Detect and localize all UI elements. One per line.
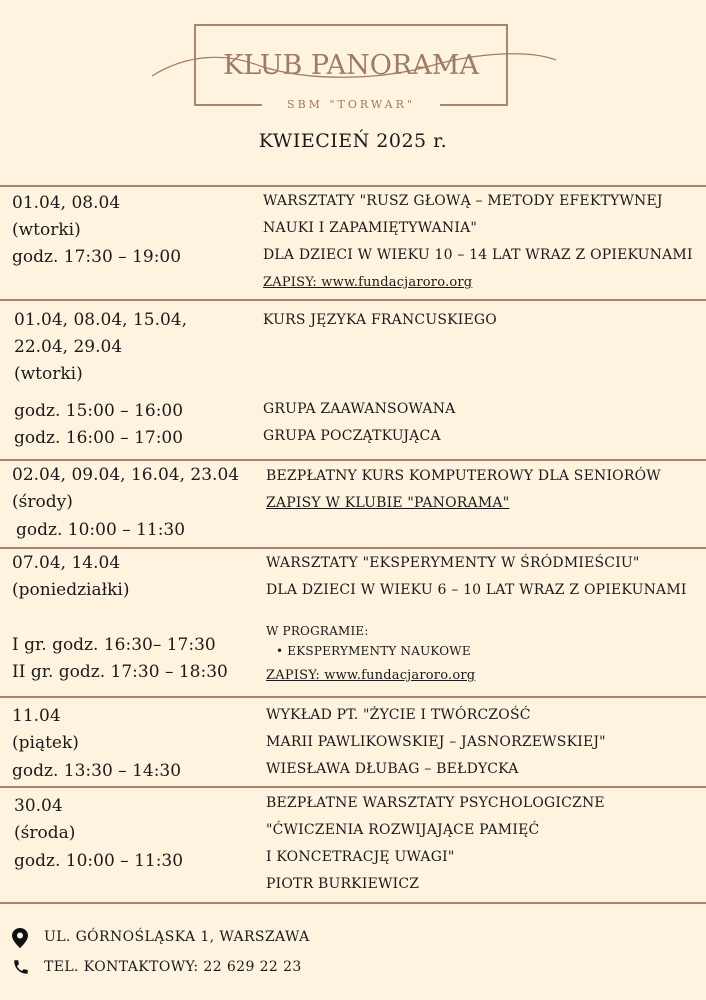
event-title: WARSZTATY "EKSPERYMENTY W ŚRÓDMIEŚCIU" [266, 555, 640, 571]
phone-icon [12, 958, 30, 976]
event-time: godz. 15:00 – 16:00 [14, 401, 184, 421]
divider [0, 547, 706, 549]
event-day: (środa) [14, 823, 76, 843]
logo-subtitle: SBM "TORWAR" [262, 98, 440, 111]
event-audience: DLA DZIECI W WIEKU 10 – 14 LAT WRAZ Z OPIEKUNAMI [263, 247, 693, 263]
program-item-text: EKSPERYMENTY NAUKOWE [287, 644, 471, 658]
address-line [0, 928, 706, 950]
event-title: I KONCETRACJĘ UWAGI" [266, 849, 455, 865]
signup-note [266, 490, 509, 517]
divider [0, 185, 706, 187]
signup-link[interactable] [266, 662, 475, 689]
map-pin-icon [12, 928, 28, 948]
event-time: godz. 10:00 – 11:30 [16, 520, 186, 540]
event-day: (środy) [12, 492, 73, 512]
event-title: WARSZTATY "RUSZ GŁOWĄ – METODY EFEKTYWNEJ [263, 193, 663, 209]
event-time: godz. 13:30 – 14:30 [12, 761, 182, 781]
page-title: KWIECIEŃ 2025 r. [258, 130, 448, 152]
event-time: godz. 10:00 – 11:30 [14, 851, 184, 871]
event-day: (piątek) [12, 733, 79, 753]
signup-link-text[interactable]: ZAPISY: www.fundacjaroro.org [266, 668, 476, 683]
event-date: 30.04 [14, 796, 63, 816]
event-time: II gr. godz. 17:30 – 18:30 [12, 662, 228, 682]
event-title: BEZPŁATNE WARSZTATY PSYCHOLOGICZNE [266, 795, 605, 811]
address-text: UL. GÓRNOŚLĄSKA 1, WARSZAWA [44, 929, 310, 945]
event-title: BEZPŁATNY KURS KOMPUTEROWY DLA SENIORÓW [266, 468, 661, 484]
event-day: (poniedziałki) [12, 580, 130, 600]
signup-link[interactable] [263, 269, 472, 296]
event-title: MARII PAWLIKOWSKIEJ – JASNORZEWSKIEJ" [266, 734, 606, 750]
group-label: GRUPA POCZĄTKUJĄCA [263, 428, 441, 444]
event-date: 07.04, 14.04 [12, 553, 121, 573]
event-date: 11.04 [12, 706, 61, 726]
event-speaker: WIESŁAWA DŁUBAG – BEŁDYCKA [266, 761, 519, 777]
event-date: 01.04, 08.04, 15.04, [14, 310, 188, 330]
phone-text: TEL. KONTAKTOWY: 22 629 22 23 [44, 959, 302, 975]
event-speaker: PIOTR BURKIEWICZ [266, 876, 420, 892]
bullet-icon: • [276, 644, 288, 658]
event-date: 22.04, 29.04 [14, 337, 123, 357]
divider [0, 299, 706, 301]
event-title: WYKŁAD PT. "ŻYCIE I TWÓRCZOŚĆ [266, 707, 531, 723]
signup-link-text[interactable]: ZAPISY: www.fundacjaroro.org [263, 275, 473, 290]
program-heading: W PROGRAMIE: [266, 624, 369, 638]
event-day: (wtorki) [14, 364, 83, 384]
event-time: I gr. godz. 16:30– 17:30 [12, 635, 216, 655]
event-title: KURS JĘZYKA FRANCUSKIEGO [263, 312, 497, 328]
divider [0, 902, 706, 904]
signup-note-text: ZAPISY W KLUBIE "PANORAMA" [266, 495, 510, 511]
event-day: (wtorki) [12, 220, 81, 240]
divider [0, 786, 706, 788]
event-date: 02.04, 09.04, 16.04, 23.04 [12, 465, 240, 485]
logo-title: KLUB PANORAMA [223, 50, 479, 81]
phone-line [0, 958, 706, 980]
event-date: 01.04, 08.04 [12, 193, 121, 213]
divider [0, 459, 706, 461]
event-title: NAUKI I ZAPAMIĘTYWANIA" [263, 220, 478, 236]
program-item [276, 638, 471, 665]
event-audience: DLA DZIECI W WIEKU 6 – 10 LAT WRAZ Z OPIEKUNAMI [266, 582, 687, 598]
event-time: godz. 16:00 – 17:00 [14, 428, 184, 448]
event-title: "ĆWICZENIA ROZWIJAJĄCE PAMIĘĆ [266, 822, 540, 838]
event-time: godz. 17:30 – 19:00 [12, 247, 182, 267]
divider [0, 696, 706, 698]
group-label: GRUPA ZAAWANSOWANA [263, 401, 456, 417]
